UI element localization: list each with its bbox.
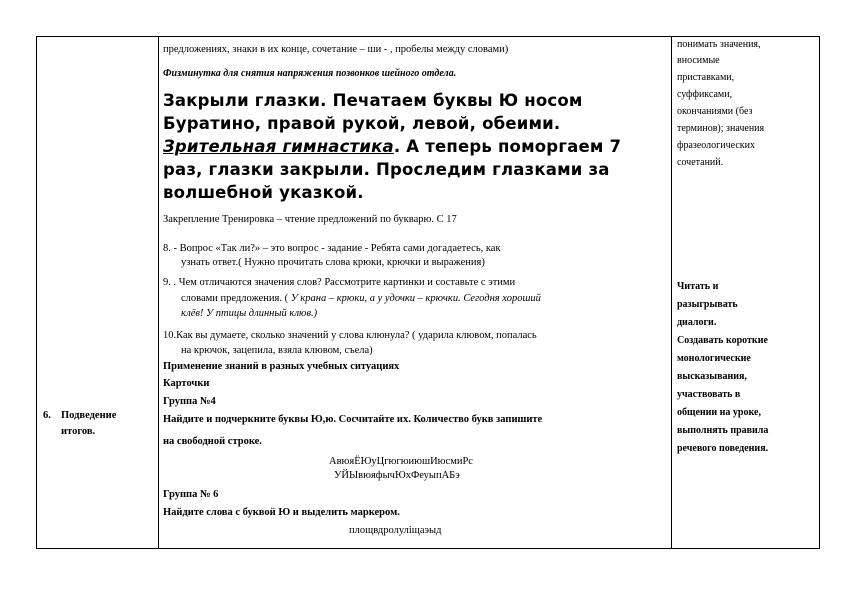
big-text-line: Закрыли глазки. Печатаем буквы Ю носом [163, 91, 583, 110]
section-heading: Карточки [163, 378, 210, 389]
stage-title: Подведение [61, 410, 117, 421]
section-heading: Применение знаний в разных учебных ситуациях [163, 361, 400, 372]
content-cell [159, 37, 671, 548]
stage-title: итогов. [61, 426, 96, 437]
outcome-line: сочетаний. [677, 157, 724, 168]
big-text-rest: . А теперь поморгаем 7 [393, 137, 622, 156]
outcome-line: высказывания, [677, 371, 747, 382]
example-text: У крана – крюки, а у удочки – крючки. Сегодня хороший [290, 293, 541, 304]
list-item: узнать ответ.( Нужно прочитать слова крюки, крючки и выражения) [181, 257, 485, 268]
task-text: на свободной строке. [163, 436, 262, 447]
outcome-line: общении на уроке, [677, 407, 761, 418]
outcome-line: фразеологических [677, 140, 755, 151]
outcome-line: суффиксами, [677, 89, 733, 100]
outcome-line: терминов); значения [677, 123, 765, 134]
example-text: клёв! У птицы длинный клюв.) [181, 308, 318, 319]
text-line: предложениях, знаки в их конце, сочетание – ши - , пробелы между словами) [163, 44, 509, 55]
outcome-line: окончаниями (без [677, 106, 753, 117]
outcome-line: выполнять правила [677, 425, 769, 436]
gymnastics-title: Зрительная гимнастика [163, 137, 394, 156]
outcome-line: понимать значения, [677, 39, 761, 50]
outcome-line: речевого поведения. [677, 443, 769, 454]
list-item: 9. . Чем отличаются значения слов? Рассмотрите картинки и составьте с этими [163, 277, 516, 288]
outcome-line: диалоги. [677, 317, 717, 328]
outcome-line: монологические [677, 353, 751, 364]
big-text-line: волшебной указкой. [163, 183, 364, 202]
outcome-line: Читать и [677, 281, 719, 292]
outcomes-cell [672, 37, 820, 548]
outcome-line: Создавать короткие [677, 335, 768, 346]
outcome-line: разыгрывать [677, 299, 738, 310]
list-item: 8. - Вопрос «Так ли?» – это вопрос - задание - Ребята сами догадаетесь, как [163, 243, 501, 254]
group-heading: Группа №4 [163, 396, 216, 407]
stage-cell [37, 37, 158, 548]
list-item-text: словами предложения. ( [181, 293, 291, 304]
lesson-table [36, 36, 820, 549]
fizminutka-heading: Физминутка для снятия напряжения позвонков шейного отдела. [163, 68, 457, 79]
big-text-line: Буратино, правой рукой, левой, обеими. [163, 114, 561, 133]
group-heading: Группа № 6 [163, 489, 219, 500]
task-text: Найдите и подчеркните буквы Ю,ю. Сосчитайте их. Количество букв запишите [163, 414, 543, 425]
stage-number: 6. [43, 410, 51, 421]
list-item: 10.Как вы думаете, сколько значений у слова клюнула? ( ударила клювом, попалась [163, 330, 537, 341]
letters-line: УЙЫвюяфычЮхФеуыпАБэ [334, 470, 460, 481]
big-text-line [163, 135, 621, 158]
outcome-line: приставками, [677, 72, 735, 83]
letters-line: АвюяЁЮуЦгюгюиюшИюсмиРс [329, 456, 473, 467]
list-item: на крючок, зацепила, взяла клювом, съела) [181, 345, 373, 356]
outcome-line: вносимые [677, 55, 720, 66]
task-text: Найдите слова с буквой Ю и выделить маркером. [163, 507, 400, 518]
text-line: Закрепление Тренировка – чтение предложений по букварю. С 17 [163, 214, 457, 225]
letters-line: площвдролуліщаэыд [349, 525, 442, 536]
outcome-line: участвовать в [677, 389, 741, 400]
list-item [181, 292, 541, 305]
big-text-line: раз, глазки закрыли. Проследим глазками за [163, 160, 610, 179]
